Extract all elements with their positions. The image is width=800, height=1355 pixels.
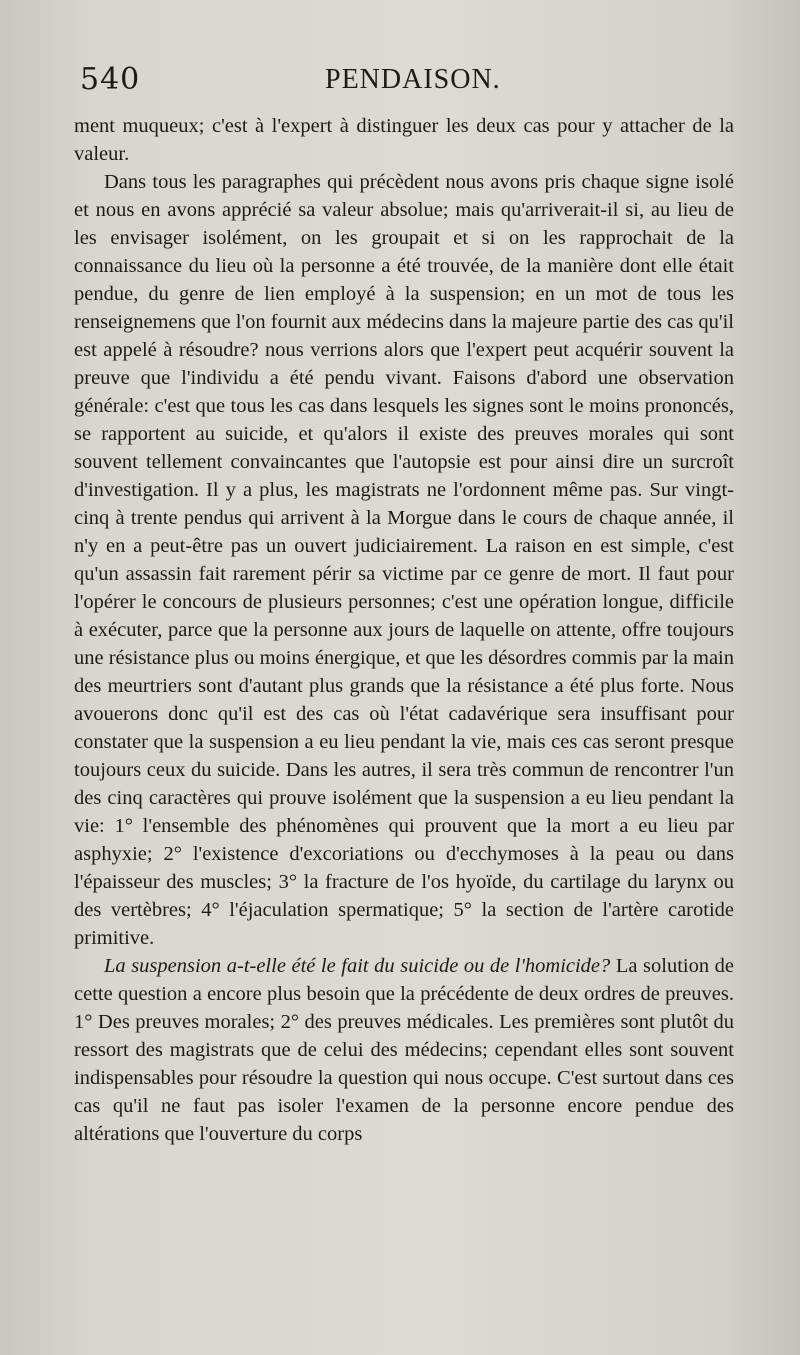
paragraph-3-text: La solution de cette question a encore plus besoin que la précédente de deux ordres de preuves. 1° Des preuves morales; 2° des preuves médicales. Les premières sont plutôt du ressort des magistrats que de celui des médecins; cependant elles sont souvent indispensables pour résoudre la question qui nous occupe. C'est surtout dans ces cas qu'il ne faut pas isoler l'examen de la personne encore pendue des altérations que l'ouverture du corps	[74, 955, 734, 1145]
running-title: PENDAISON.	[325, 64, 501, 95]
page-number: 540	[80, 62, 141, 97]
page-header	[80, 62, 730, 102]
paragraph-1: ment muqueux; c'est à l'expert à distinguer les deux cas pour y attacher de la valeur.	[74, 115, 734, 165]
body-text	[74, 112, 734, 1148]
paragraph-3-question: La suspension a-t-elle été le fait du suicide ou de l'homicide?	[104, 955, 611, 977]
paragraph-2: Dans tous les paragraphes qui précèdent nous avons pris chaque signe isolé et nous en avons apprécié sa valeur absolue; mais qu'arriverait-il si, au lieu de les envisager isolément, on les groupait et si on les rapprochait de la connaissance du lieu où la personne a été trouvée, de la manière dont elle était pendue, du genre de lien employé à la suspension; en un mot de tous les renseignemens que l'on fournit aux médecins dans la majeure partie des cas qu'il est appelé à résoudre? nous verrions alors que l'expert peut acquérir souvent la preuve que l'individu a été pendu vivant. Faisons d'abord une observation générale: c'est que tous les cas dans lesquels les signes sont le moins prononcés, se rapportent au suicide, et qu'alors il existe des preuves morales qui sont souvent tellement convaincantes que l'autopsie est pour ainsi dire un surcroît d'investigation. Il y a plus, les magistrats ne l'ordonnent même pas. Sur vingt-cinq à trente pendus qui arrivent à la Morgue dans le cours de chaque année, il n'y en a peut-être pas un ouvert judiciairement. La raison en est simple, c'est qu'un assassin fait rarement périr sa victime par ce genre de mort. Il faut pour l'opérer le concours de plusieurs personnes; c'est une opération longue, difficile à exécuter, parce que la personne aux jours de laquelle on attente, offre toujours une résistance plus ou moins énergique, et que les désordres commis par la main des meurtriers sont d'autant plus grands que la résistance a été plus forte. Nous avouerons donc qu'il est des cas où l'état cadavérique sera insuffisant pour constater que la suspension a eu lieu pendant la vie, mais ces cas seront presque toujours ceux du suicide. Dans les autres, il sera très commun de rencontrer l'un des cinq caractères qui prouve isolément que la suspension a eu lieu pendant la vie: 1° l'ensemble des phénomènes qui prouvent que la mort a eu lieu par asphyxie; 2° l'existence d'excoriations ou d'ecchymoses à la peau ou dans l'épaisseur des muscles; 3° la fracture de l'os hyoïde, du cartilage du larynx ou des vertèbres; 4° l'éjaculation spermatique; 5° la section de l'artère carotide primitive.	[74, 171, 735, 949]
paragraph-3	[74, 952, 734, 1148]
